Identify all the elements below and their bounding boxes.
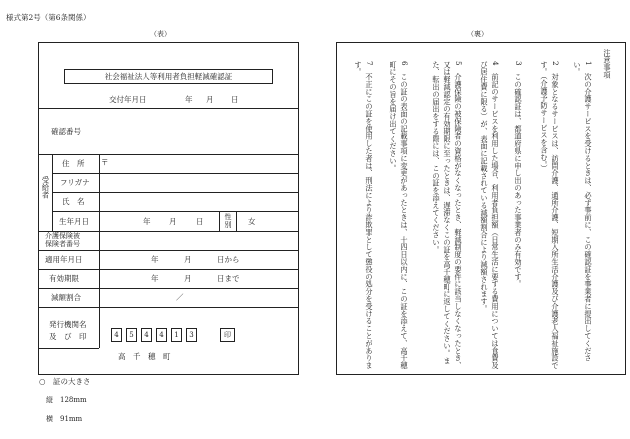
recipient-label: 受給者 — [41, 176, 50, 199]
note-item: 2 対象となるサービスは、訪問介護、通所介護、短期入所生活介護及び介護老人福祉施設です。（介護予防サービスを含む。） — [540, 61, 560, 370]
front-side-label: （表） — [150, 30, 171, 38]
divider — [52, 154, 53, 231]
issuer-label-1: 発行機関名 — [49, 320, 87, 329]
note-item: 5 介護保険の被保険者の資格がなくなったとき、軽減制度の要件に該当しなくなったとき、又は軽減認定の有効期限に至ったときは、遅滞なくこの証を高千穂町に返してください。また、転出の届出をする際には、この証を添えてください。 — [432, 61, 463, 370]
notes-title: 注意事項 — [603, 49, 612, 79]
issue-date-year: 年 — [185, 95, 193, 104]
back-side-label: （裏） — [467, 30, 488, 38]
insured-label-2: 保険者番号 — [45, 240, 80, 248]
valid-from-month: 月 — [184, 255, 192, 264]
issuer-code-digit: 4 — [141, 328, 152, 342]
divider — [219, 211, 220, 231]
issuer-code-digit: 1 — [171, 328, 182, 342]
reduction-label: 減額割合 — [51, 293, 81, 302]
divider — [38, 348, 99, 349]
seal-box: 印 — [220, 328, 235, 342]
cert-number-label: 確認番号 — [51, 127, 81, 136]
valid-to-suffix: 日まで — [217, 274, 240, 283]
note-item: 4 前記のサービスを利用した場合、利用者負担額（日常生活に要する費用については食費及び居住費に限る）が、表面に記載されている減額割合により減額されます。 — [480, 61, 500, 370]
issuer-town: 高 千 穂 町 — [118, 352, 171, 361]
divider — [38, 250, 299, 251]
divider — [38, 108, 299, 109]
note-item: 3 この確認証は、都道府県に申し出のあった事業者のみ有効です。 — [514, 61, 523, 288]
note-item: 1 次の介護サービスを受けるときは、必ず事前に、この確認証を事業者に提出してください。 — [573, 61, 593, 362]
issuer-code-digit: 4 — [111, 328, 122, 342]
divider — [236, 211, 237, 231]
sex-value: 女 — [248, 217, 256, 226]
divider — [99, 154, 100, 348]
issuer-code-digit: 3 — [186, 328, 197, 342]
card-title: 社会福祉法人等利用者負担軽減確認証 — [104, 72, 233, 81]
insured-label-1: 介護保険被 — [45, 232, 80, 240]
valid-to-year: 年 — [151, 274, 159, 283]
reduction-value: ／ — [176, 293, 184, 302]
valid-to-month: 月 — [184, 274, 192, 283]
sex-label: 性別 — [224, 213, 232, 229]
size-height: 縦 128mm — [46, 396, 87, 404]
divider — [52, 173, 299, 174]
divider — [38, 269, 299, 270]
divider — [38, 307, 299, 308]
divider — [52, 211, 299, 212]
form-number: 様式第2号（第6条関係） — [6, 13, 91, 22]
address-value: 〒 — [101, 158, 109, 167]
divider — [38, 154, 299, 155]
furigana-label: フリガナ — [60, 178, 90, 187]
issue-date-day: 日 — [231, 95, 239, 104]
divider — [52, 192, 299, 193]
valid-from-label: 適用年月日 — [45, 255, 83, 264]
issuer-code-digit: 5 — [126, 328, 137, 342]
birth-year: 年 — [143, 217, 151, 226]
birth-label: 生年月日 — [59, 217, 89, 226]
issue-date-label: 交付年月日 — [109, 95, 147, 104]
birth-day: 日 — [196, 217, 204, 226]
valid-from-year: 年 — [151, 255, 159, 264]
issue-date-month: 月 — [206, 95, 214, 104]
valid-to-label: 有効期限 — [49, 274, 79, 283]
name-label: 氏 名 — [62, 197, 85, 206]
note-item: 6 この証の表面の記載事項に変更があったときは、十四日以内に、この証を添えて、高千穂町にその旨を届け出てください。 — [389, 61, 409, 370]
address-label: 住 所 — [62, 159, 85, 168]
issuer-code-digit: 4 — [156, 328, 167, 342]
valid-from-suffix: 日から — [217, 255, 240, 264]
divider — [38, 288, 299, 289]
size-width: 横 91mm — [46, 415, 83, 423]
note-item: 7 不正にこの証を使用した者は、刑法により詐欺罪として懲役の処分を受けることがあります。 — [354, 61, 374, 370]
issuer-label-2: 及 び 印 — [49, 332, 87, 341]
size-heading: ○ 証の大きさ — [39, 377, 91, 386]
birth-month: 月 — [169, 217, 177, 226]
